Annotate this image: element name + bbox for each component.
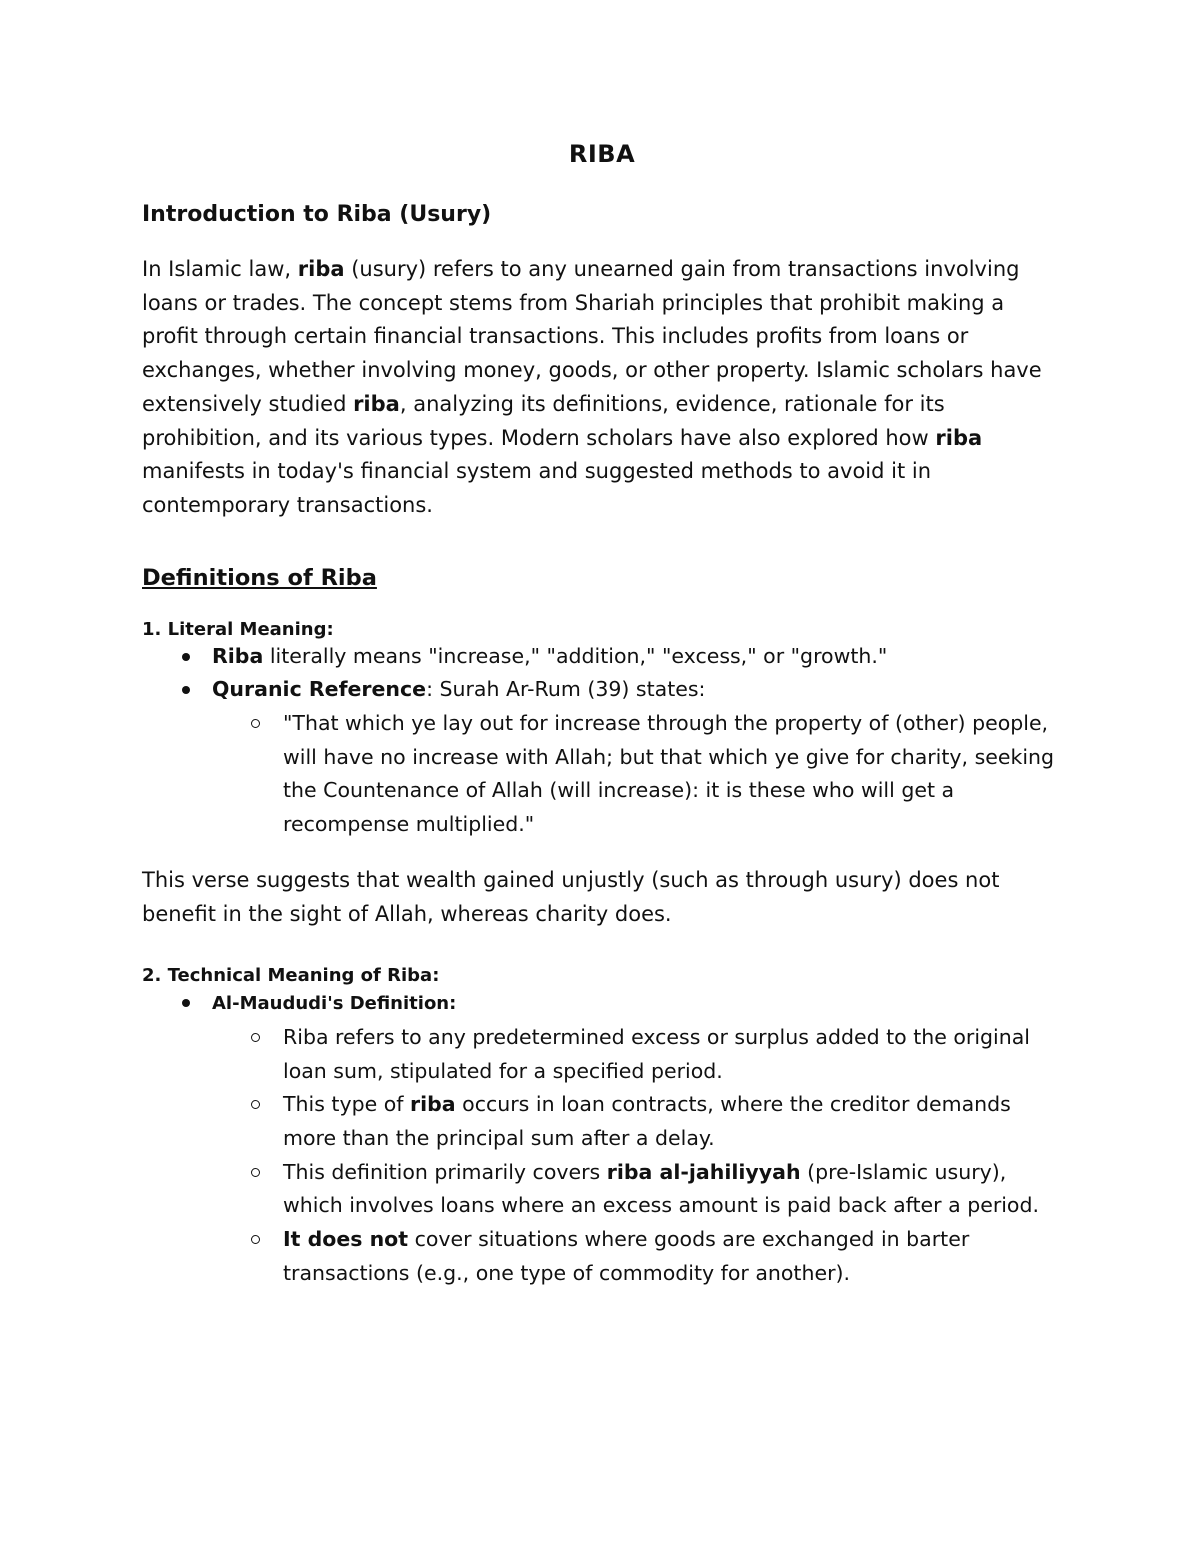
bold-term: does not [307,1227,409,1252]
intro-bold-riba-1: riba [297,257,345,281]
item-text: This type of [283,1092,410,1117]
intro-paragraph [142,253,1057,523]
bold-term: riba al-jahiliyyah [606,1159,801,1184]
list-item: Riba refers to any predetermined excess or surplus added to the original loan sum, stipulated for a specified period. [283,1021,1062,1088]
item-text: literally means "increase," "addition," "excess," or "growth." [263,643,888,668]
intro-text-1: In Islamic law, [142,257,298,281]
item-text: : Surah Ar-Rum (39) states: [426,677,706,702]
intro-heading: Introduction to Riba (Usury) [142,202,492,227]
list-item [212,986,1062,1290]
quran-quote: "That which ye lay out for increase through the property of (other) people, will have no increase with Allah; but that which ye give for charity, seeking the Countenance of Allah (will increase): it is these who will get a recompense multiplied." [283,707,1062,842]
literal-meaning-list [142,640,1062,842]
item-text: (pre-Islamic usury), which involves loans where an excess amount is paid back after a period. [283,1159,1040,1218]
bold-term: Riba [212,643,264,668]
list-item [283,1223,1062,1290]
list-item [212,673,1062,842]
technical-meaning-list [142,986,1062,1290]
list-item [283,1088,1062,1155]
bold-term: It [283,1227,308,1252]
list-item [212,640,1062,674]
document-page [142,140,1062,1291]
literal-meaning-heading: 1. Literal Meaning: [142,618,334,640]
bold-term: Quranic Reference [212,677,427,702]
intro-bold-riba-2: riba [353,391,400,416]
technical-meaning-heading: 2. Technical Meaning of Riba: [142,965,440,987]
list-item [283,1156,1062,1223]
definitions-heading: Definitions of Riba [142,564,377,591]
intro-bold-riba-3: riba [935,425,983,450]
intro-text-4: manifests in today's financial system and suggested methods to avoid it in contemporary transactions. [142,459,932,517]
item-text: cover situations where goods are exchanged in barter transactions (e.g., one type of commodity for another). [283,1227,970,1285]
page-title: RIBA [568,140,636,168]
bold-term: riba [410,1092,456,1117]
item-text: This definition primarily covers [283,1159,607,1184]
quote-sublist [212,707,1062,842]
item-text: occurs in loan contracts, where the creditor demands more than the principal sum after a delay. [283,1092,1011,1151]
verse-note-paragraph: This verse suggests that wealth gained unjustly (such as through usury) does not benefit in the sight of Allah, whereas charity does. [142,867,1000,926]
maududi-sublist [212,1021,1062,1291]
maududi-heading: Al-Maududi's Definition: [212,993,457,1015]
intro-text-2: (usury) refers to any unearned gain from transactions involving loans or trades. The concept stems from Shariah principles that prohibit making a profit through certain financial transactions. This includes profits from loans or exchanges, whether involving money, goods, or other property. Islamic scholars have extensively studied [142,257,1042,416]
intro-text-3: , analyzing its definitions, evidence, rationale for its prohibition, and its various types. Modern scholars have also explored how [142,391,945,450]
